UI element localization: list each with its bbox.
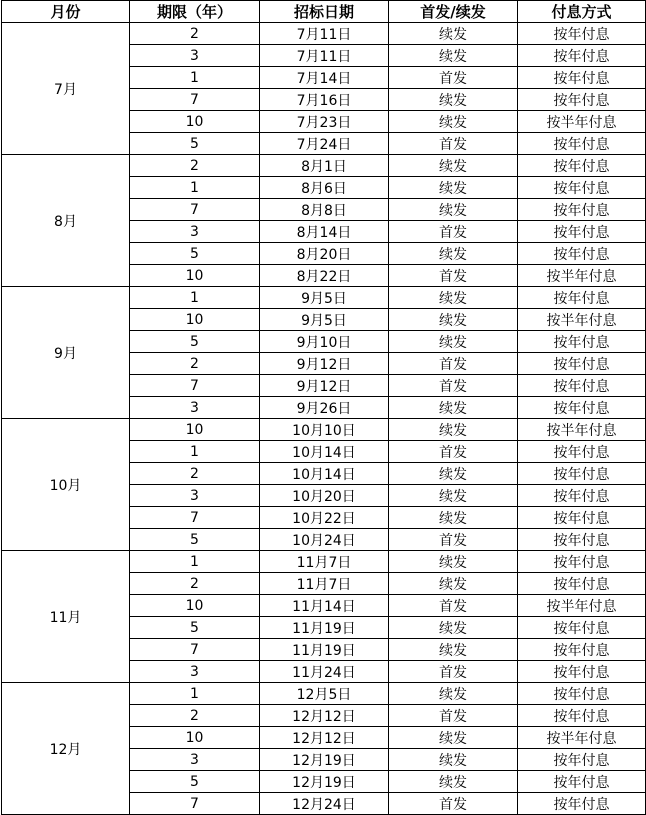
interest-method-cell: 按年付息	[518, 485, 646, 507]
auction-date-cell: 12月12日	[260, 705, 389, 727]
issue-type-cell: 首发	[389, 529, 518, 551]
interest-method-cell: 按半年付息	[518, 419, 646, 441]
issue-type-cell: 续发	[389, 243, 518, 265]
issue-type-cell: 续发	[389, 89, 518, 111]
table-row	[2, 419, 646, 441]
interest-method-cell: 按年付息	[518, 243, 646, 265]
auction-date-cell: 8月22日	[260, 265, 389, 287]
auction-date-cell: 10月24日	[260, 529, 389, 551]
auction-date-cell: 9月10日	[260, 331, 389, 353]
auction-date-cell: 11月7日	[260, 551, 389, 573]
issue-type-cell: 续发	[389, 771, 518, 793]
auction-date-cell: 11月14日	[260, 595, 389, 617]
auction-date-cell: 8月20日	[260, 243, 389, 265]
term-cell: 5	[130, 529, 260, 551]
issue-type-cell: 首发	[389, 265, 518, 287]
auction-date-cell: 10月10日	[260, 419, 389, 441]
interest-method-cell: 按年付息	[518, 793, 646, 815]
issue-type-cell: 首发	[389, 595, 518, 617]
month-cell: 8月	[2, 155, 130, 287]
term-cell: 7	[130, 375, 260, 397]
issue-type-cell: 首发	[389, 353, 518, 375]
issue-type-cell: 续发	[389, 309, 518, 331]
interest-method-cell: 按年付息	[518, 331, 646, 353]
term-cell: 1	[130, 441, 260, 463]
interest-method-cell: 按年付息	[518, 133, 646, 155]
issue-type-cell: 续发	[389, 551, 518, 573]
bond-schedule-table	[1, 0, 646, 815]
issue-type-cell: 首发	[389, 705, 518, 727]
term-cell: 10	[130, 595, 260, 617]
interest-method-cell: 按年付息	[518, 661, 646, 683]
interest-method-cell: 按年付息	[518, 507, 646, 529]
term-cell: 2	[130, 573, 260, 595]
term-cell: 2	[130, 705, 260, 727]
interest-method-cell: 按半年付息	[518, 111, 646, 133]
interest-method-cell: 按年付息	[518, 705, 646, 727]
term-cell: 2	[130, 23, 260, 45]
auction-date-cell: 10月14日	[260, 441, 389, 463]
auction-date-cell: 9月5日	[260, 287, 389, 309]
term-cell: 10	[130, 111, 260, 133]
auction-date-cell: 11月7日	[260, 573, 389, 595]
interest-method-cell: 按年付息	[518, 551, 646, 573]
term-cell: 3	[130, 397, 260, 419]
header-month: 月份	[2, 1, 130, 23]
term-cell: 2	[130, 155, 260, 177]
auction-date-cell: 8月14日	[260, 221, 389, 243]
auction-date-cell: 12月12日	[260, 727, 389, 749]
term-cell: 5	[130, 331, 260, 353]
auction-date-cell: 12月24日	[260, 793, 389, 815]
term-cell: 3	[130, 485, 260, 507]
term-cell: 10	[130, 419, 260, 441]
issue-type-cell: 首发	[389, 375, 518, 397]
term-cell: 5	[130, 243, 260, 265]
term-cell: 5	[130, 617, 260, 639]
interest-method-cell: 按年付息	[518, 771, 646, 793]
auction-date-cell: 10月22日	[260, 507, 389, 529]
term-cell: 7	[130, 639, 260, 661]
auction-date-cell: 7月23日	[260, 111, 389, 133]
interest-method-cell: 按半年付息	[518, 727, 646, 749]
issue-type-cell: 续发	[389, 23, 518, 45]
interest-method-cell: 按年付息	[518, 397, 646, 419]
interest-method-cell: 按年付息	[518, 89, 646, 111]
interest-method-cell: 按年付息	[518, 67, 646, 89]
term-cell: 2	[130, 353, 260, 375]
auction-date-cell: 8月1日	[260, 155, 389, 177]
auction-date-cell: 10月20日	[260, 485, 389, 507]
issue-type-cell: 首发	[389, 133, 518, 155]
auction-date-cell: 7月24日	[260, 133, 389, 155]
term-cell: 5	[130, 133, 260, 155]
month-cell: 11月	[2, 551, 130, 683]
month-cell: 10月	[2, 419, 130, 551]
table-row	[2, 155, 646, 177]
table-row	[2, 23, 646, 45]
issue-type-cell: 续发	[389, 727, 518, 749]
issue-type-cell: 续发	[389, 397, 518, 419]
issue-type-cell: 首发	[389, 221, 518, 243]
issue-type-cell: 续发	[389, 507, 518, 529]
month-cell: 7月	[2, 23, 130, 155]
auction-date-cell: 9月12日	[260, 353, 389, 375]
interest-method-cell: 按年付息	[518, 749, 646, 771]
auction-date-cell: 7月14日	[260, 67, 389, 89]
issue-type-cell: 首发	[389, 793, 518, 815]
term-cell: 7	[130, 89, 260, 111]
interest-method-cell: 按年付息	[518, 45, 646, 67]
auction-date-cell: 7月11日	[260, 45, 389, 67]
auction-date-cell: 12月5日	[260, 683, 389, 705]
month-cell: 9月	[2, 287, 130, 419]
auction-date-cell: 10月14日	[260, 463, 389, 485]
term-cell: 1	[130, 287, 260, 309]
issue-type-cell: 续发	[389, 463, 518, 485]
table-header	[2, 1, 646, 23]
auction-date-cell: 9月26日	[260, 397, 389, 419]
interest-method-cell: 按年付息	[518, 23, 646, 45]
term-cell: 2	[130, 463, 260, 485]
issue-type-cell: 续发	[389, 287, 518, 309]
month-cell: 12月	[2, 683, 130, 815]
interest-method-cell: 按年付息	[518, 199, 646, 221]
issue-type-cell: 续发	[389, 617, 518, 639]
interest-method-cell: 按年付息	[518, 463, 646, 485]
auction-date-cell: 9月12日	[260, 375, 389, 397]
header-issue-type: 首发/续发	[389, 1, 518, 23]
issue-type-cell: 续发	[389, 331, 518, 353]
table-body	[2, 23, 646, 815]
issue-type-cell: 续发	[389, 639, 518, 661]
table-row	[2, 551, 646, 573]
term-cell: 3	[130, 221, 260, 243]
auction-date-cell: 8月8日	[260, 199, 389, 221]
term-cell: 3	[130, 661, 260, 683]
issue-type-cell: 首发	[389, 67, 518, 89]
interest-method-cell: 按年付息	[518, 529, 646, 551]
header-term: 期限（年）	[130, 1, 260, 23]
issue-type-cell: 续发	[389, 199, 518, 221]
term-cell: 1	[130, 67, 260, 89]
header-interest-method: 付息方式	[518, 1, 646, 23]
issue-type-cell: 续发	[389, 419, 518, 441]
term-cell: 10	[130, 727, 260, 749]
issue-type-cell: 续发	[389, 573, 518, 595]
term-cell: 10	[130, 309, 260, 331]
auction-date-cell: 7月16日	[260, 89, 389, 111]
interest-method-cell: 按年付息	[518, 375, 646, 397]
interest-method-cell: 按年付息	[518, 617, 646, 639]
auction-date-cell: 12月19日	[260, 749, 389, 771]
issue-type-cell: 续发	[389, 749, 518, 771]
interest-method-cell: 按年付息	[518, 639, 646, 661]
issue-type-cell: 续发	[389, 683, 518, 705]
interest-method-cell: 按年付息	[518, 155, 646, 177]
term-cell: 1	[130, 551, 260, 573]
header-row	[2, 1, 646, 23]
term-cell: 5	[130, 771, 260, 793]
issue-type-cell: 续发	[389, 177, 518, 199]
interest-method-cell: 按年付息	[518, 441, 646, 463]
auction-date-cell: 8月6日	[260, 177, 389, 199]
auction-date-cell: 11月19日	[260, 639, 389, 661]
interest-method-cell: 按年付息	[518, 221, 646, 243]
interest-method-cell: 按年付息	[518, 353, 646, 375]
term-cell: 3	[130, 45, 260, 67]
auction-date-cell: 11月24日	[260, 661, 389, 683]
issue-type-cell: 续发	[389, 45, 518, 67]
table-row	[2, 287, 646, 309]
term-cell: 10	[130, 265, 260, 287]
table-row	[2, 683, 646, 705]
interest-method-cell: 按半年付息	[518, 309, 646, 331]
auction-date-cell: 11月19日	[260, 617, 389, 639]
interest-method-cell: 按年付息	[518, 573, 646, 595]
issue-type-cell: 续发	[389, 155, 518, 177]
interest-method-cell: 按半年付息	[518, 595, 646, 617]
issue-type-cell: 首发	[389, 661, 518, 683]
interest-method-cell: 按年付息	[518, 177, 646, 199]
term-cell: 7	[130, 507, 260, 529]
interest-method-cell: 按年付息	[518, 683, 646, 705]
header-auction-date: 招标日期	[260, 1, 389, 23]
interest-method-cell: 按年付息	[518, 287, 646, 309]
term-cell: 7	[130, 199, 260, 221]
interest-method-cell: 按半年付息	[518, 265, 646, 287]
issue-type-cell: 续发	[389, 485, 518, 507]
term-cell: 7	[130, 793, 260, 815]
auction-date-cell: 12月19日	[260, 771, 389, 793]
term-cell: 3	[130, 749, 260, 771]
auction-date-cell: 9月5日	[260, 309, 389, 331]
auction-date-cell: 7月11日	[260, 23, 389, 45]
issue-type-cell: 首发	[389, 441, 518, 463]
issue-type-cell: 续发	[389, 111, 518, 133]
term-cell: 1	[130, 177, 260, 199]
term-cell: 1	[130, 683, 260, 705]
